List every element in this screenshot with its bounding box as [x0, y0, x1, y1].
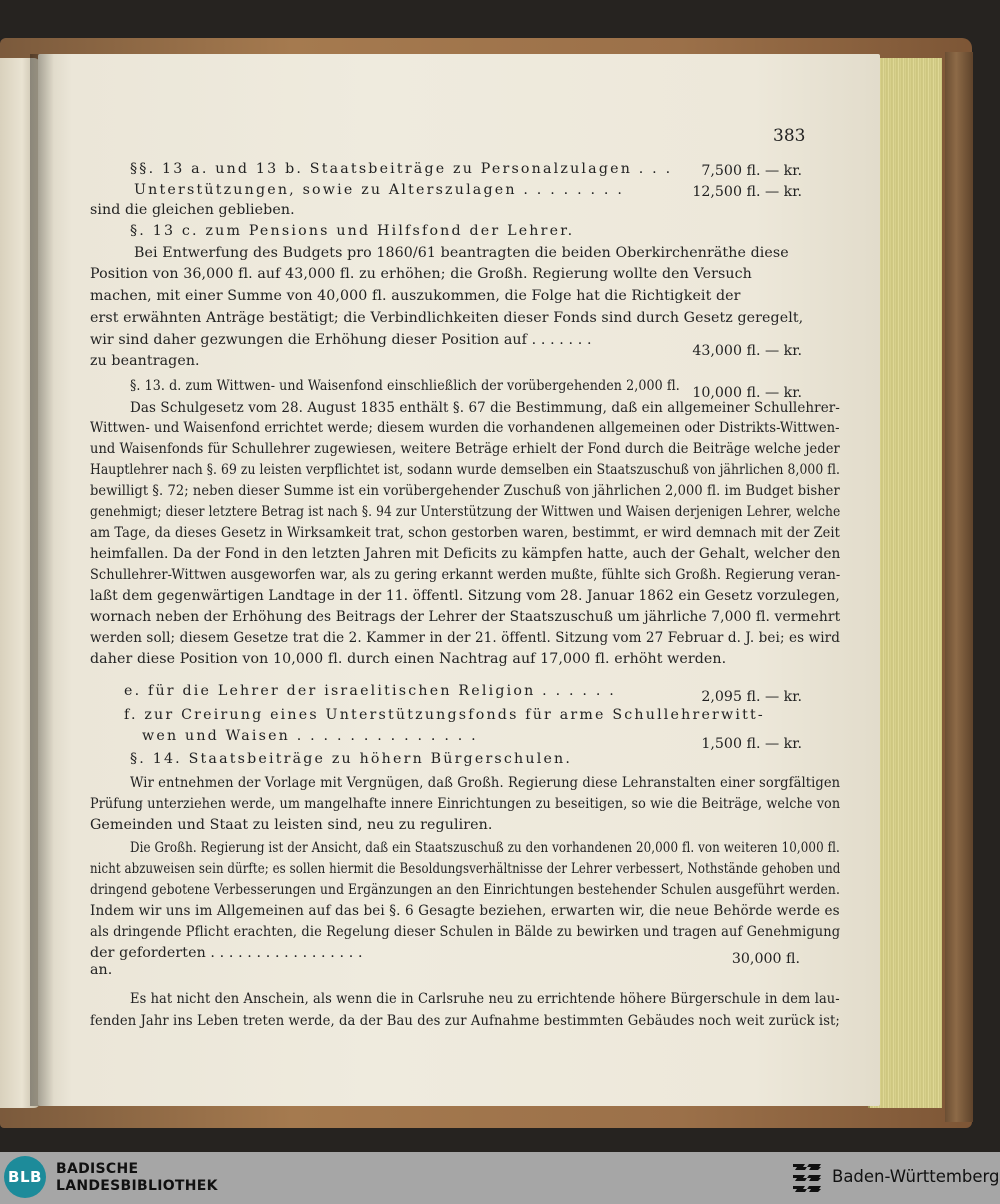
state-name: Baden-Württemberg — [832, 1167, 1000, 1186]
amount: 1,500 fl. — kr. — [701, 736, 802, 752]
text-line: zu beantragen. — [90, 353, 200, 369]
section-heading: §. 13 c. zum Pensions und Hilfsfond der Lehrer. — [130, 223, 575, 239]
section-heading: §. 14. Staatsbeiträge zu höhern Bürgerschulen. — [130, 751, 573, 767]
text-line: daher diese Position von 10,000 fl. durch einen Nachtrag auf 17,000 fl. erhöht werden. — [90, 651, 727, 667]
text-line: am Tage, da dieses Gesetz in Wirksamkeit trat, schon gestorben waren, bestimmt, er wird demnach mit der Zeit — [90, 525, 840, 541]
text-line: wornach neben der Erhöhung des Beitrags der Lehrer der Staatszuschuß um jährliche 7,000 fl. vermehrt — [90, 609, 841, 625]
text-line: genehmigt; dieser letztere Betrag ist nach §. 94 zur Unterstützung der Wittwen und Waisen derjenigen Lehrer, welche — [90, 504, 841, 520]
text-line: e. für die Lehrer der israelitischen Religion . . . . . . — [124, 683, 616, 699]
text-line: als dringende Pflicht erachten, die Regelung dieser Schulen in Bälde zu bewirken und tragen auf Genehmigung — [90, 924, 841, 940]
library-name — [56, 1161, 218, 1195]
amount: 7,500 fl. — kr. — [701, 163, 802, 179]
text-line: Unterstützungen, sowie zu Alterszulagen . . . . . . . . — [134, 182, 625, 198]
text-line: Das Schulgesetz vom 28. August 1835 enthält §. 67 die Bestimmung, daß ein allgemeiner Schullehrer- — [130, 400, 840, 416]
text-line: wen und Waisen . . . . . . . . . . . . . . — [142, 728, 478, 744]
text-line: §. 13. d. zum Wittwen- und Waisenfond einschließlich der vorübergehenden 2,000 fl. — [130, 378, 680, 394]
text-line: wir sind daher gezwungen die Erhöhung dieser Position auf . . . . . . . — [90, 332, 592, 348]
amount: 30,000 fl. — [731, 951, 800, 967]
text-line: erst erwähnten Anträge bestätigt; die Verbindlichkeiten dieser Fonds sind durch Gesetz geregelt, — [90, 310, 804, 326]
library-name-line2: LANDESBIBLIOTHEK — [56, 1178, 218, 1194]
blb-logo: BLB — [4, 1156, 46, 1198]
lions-crest-icon — [790, 1160, 824, 1198]
book-page — [38, 54, 880, 1106]
text-line: Bei Entwerfung des Budgets pro 1860/61 beantragten die beiden Oberkirchenräthe diese — [134, 245, 789, 261]
footer-bar — [0, 1152, 1000, 1204]
page-number: 383 — [773, 126, 806, 146]
library-name-line1: BADISCHE — [56, 1161, 139, 1177]
text-line: §§. 13 a. und 13 b. Staatsbeiträge zu Personalzulagen . . . — [130, 161, 673, 177]
text-line: Es hat nicht den Anschein, als wenn die in Carlsruhe neu zu errichtende höhere Bürgerschule in dem lau- — [130, 991, 840, 1007]
amount: 43,000 fl. — kr. — [692, 343, 802, 359]
amount: 12,500 fl. — kr. — [692, 184, 802, 200]
text-line: dringend gebotene Verbesserungen und Ergänzungen an den Einrichtungen bestehender Schulen ausgeführt werden. — [90, 882, 840, 898]
text-line: der geforderten . . . . . . . . . . . . . . . . . — [90, 945, 363, 961]
amount: 10,000 fl. — kr. — [692, 385, 802, 401]
text-line: f. zur Creirung eines Unterstützungsfonds für arme Schullehrerwitt- — [124, 707, 765, 723]
text-line: Die Großh. Regierung ist der Ansicht, daß ein Staatszuschuß zu den vorhandenen 20,000 fl. von weiteren 10,000 fl. — [130, 840, 840, 856]
text-line: nicht abzuweisen sein dürfte; es sollen hiermit die Besoldungsverhältnisse der Lehrer verbessert, Nothstände gehoben und — [90, 861, 841, 877]
amount: 2,095 fl. — kr. — [701, 689, 802, 705]
text-line: Schullehrer-Wittwen ausgeworfen war, als zu gering erkannt werden mußte, fühlte sich Großh. Regierung veran- — [90, 567, 841, 583]
text-line: werden soll; diesem Gesetze trat die 2. Kammer in der 21. öffentl. Sitzung vom 27 Februar d. J. bei; es wird — [90, 630, 841, 646]
text-line: Gemeinden und Staat zu leisten sind, neu zu reguliren. — [90, 817, 493, 833]
text-line: Indem wir uns im Allgemeinen auf das bei §. 6 Gesagte beziehen, erwarten wir, die neue Behörde werde es — [90, 903, 840, 919]
text-line: fenden Jahr ins Leben treten werde, da der Bau des zur Aufnahme bestimmten Gebäudes noch weit zurück ist; — [90, 1013, 840, 1029]
text-line: und Waisenfonds für Schullehrer zugewiesen, weitere Beträge erhielt der Fond durch die Beiträge welche jeder — [90, 441, 840, 457]
text-line: sind die gleichen geblieben. — [90, 202, 295, 218]
text-line: bewilligt §. 72; neben dieser Summe ist ein vorübergehender Zuschuß von jährlichen 2,000 fl. im Budget bisher — [90, 483, 840, 499]
book-cover-edge — [945, 52, 973, 1122]
text-line: Prüfung unterziehen werde, um mangelhafte innere Einrichtungen zu beseitigen, so wie die Beiträge, welche von — [90, 796, 841, 812]
gutter-shadow — [30, 54, 54, 1106]
text-line: Hauptlehrer nach §. 69 zu leisten verpflichtet ist, sodann wurde demselben ein Staatszuschuß von jährlichen 8,000 fl. — [90, 462, 841, 478]
text-line: Wittwen- und Waisenfond errichtet werde; diesem wurden die vorhandenen allgemeinen oder Distrikts-Wittwen- — [90, 420, 840, 436]
text-line: an. — [90, 962, 113, 978]
text-line: laßt dem gegenwärtigen Landtage in der 11. öffentl. Sitzung vom 28. Januar 1862 ein Gesetz vorzulegen, — [90, 588, 840, 604]
text-line: Position von 36,000 fl. auf 43,000 fl. zu erhöhen; die Großh. Regierung wollte den Versuch — [90, 266, 752, 282]
text-line: machen, mit einer Summe von 40,000 fl. auszukommen, die Folge hat die Richtigkeit der — [90, 288, 741, 304]
text-line: heimfallen. Da der Fond in den letzten Jahren mit Deficits zu kämpfen hatte, auch der Gehalt, welcher den — [90, 546, 841, 562]
text-line: Wir entnehmen der Vorlage mit Vergnügen, daß Großh. Regierung diese Lehranstalten einer sorgfältigen — [130, 775, 841, 791]
